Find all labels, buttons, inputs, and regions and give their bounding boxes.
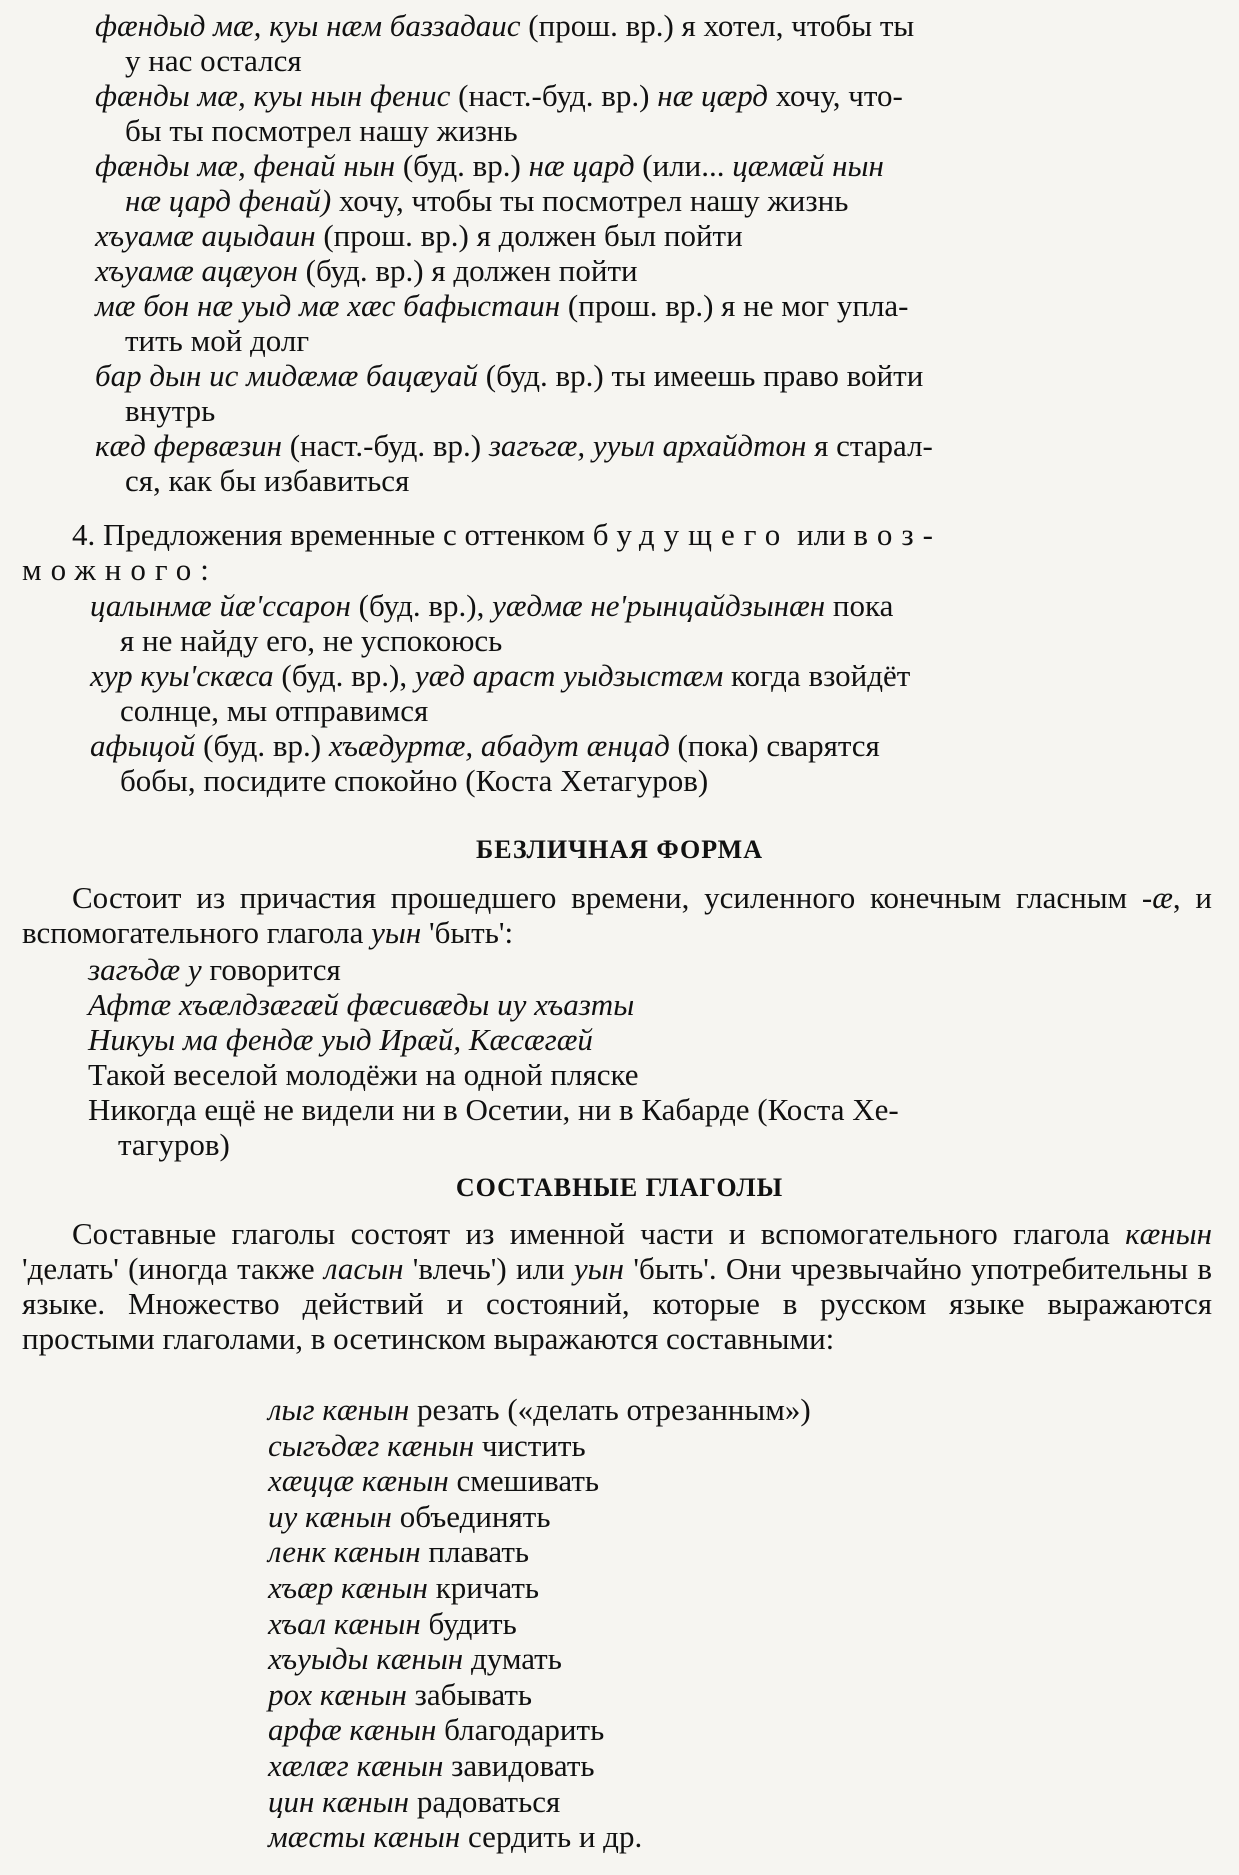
- translation: (прош. вр.) я должен был пойти: [315, 218, 743, 253]
- example-entry: [95, 358, 1210, 428]
- example-entry: [95, 428, 1210, 498]
- translation-cont: внутрь: [125, 393, 216, 428]
- section-heading-compound: СОСТАВНЫЕ ГЛАГОЛЫ: [455, 1173, 784, 1202]
- point-text: :: [200, 552, 209, 587]
- example-entry: [95, 253, 1210, 288]
- para-text: 'делать' (иногда также: [22, 1251, 324, 1286]
- example-entry: [90, 658, 1210, 728]
- translation-cont: ся, как бы избавиться: [125, 463, 410, 498]
- ossetian-phrase: уæд араст уыдзыстæм: [414, 658, 724, 693]
- emphasized-word: можного: [22, 552, 201, 587]
- ossetian-phrase: цалынмæ йæ'ссарон: [90, 588, 351, 623]
- point-text: или: [789, 517, 854, 552]
- poem-line: Афтæ хъæлдзæгæй фæсивæды иу хъазты: [88, 987, 635, 1022]
- list-item: [268, 1606, 811, 1642]
- emphasized-word: будущего: [592, 517, 790, 552]
- ossetian-phrase: хур куы'скæса: [90, 658, 274, 693]
- translation-cont: я не найду его, не успокоюсь: [120, 623, 503, 658]
- poem-translation-line: тагуров): [118, 1127, 230, 1162]
- translation-cont: тить мой долг: [125, 323, 310, 358]
- example-block-a: [95, 8, 1210, 498]
- translation: (прош. вр.) я не мог упла-: [560, 288, 909, 323]
- translation: (буд. вр.) я должен пойти: [297, 253, 638, 288]
- ossetian-verb: сыгъдæг кæнын: [268, 1427, 475, 1463]
- translation: (буд. вр.),: [273, 658, 415, 693]
- translation: (буд. вр.) ты имеешь право войти: [478, 358, 924, 393]
- ossetian-phrase: уæдмæ не'рынцайдзынæн: [492, 588, 826, 623]
- russian-verb: объединять: [391, 1498, 551, 1534]
- ossetian-verb: хъал кæнын: [268, 1605, 421, 1641]
- poem-translation-line: Никогда ещё не видели ни в Осетии, ни в Кабарде (Коста Хе-: [88, 1092, 899, 1127]
- translation-cont: солнце, мы отправимся: [120, 693, 429, 728]
- list-item: [268, 1677, 811, 1713]
- translation: (пока) сварятся: [669, 728, 880, 763]
- para-italic: уын: [371, 915, 422, 950]
- ossetian-phrase: нæ цæрд: [657, 78, 768, 113]
- ossetian-verb: лыг кæнын: [268, 1392, 410, 1427]
- emphasized-word: воз-: [853, 517, 942, 552]
- ossetian-phrase: фæнды мæ, фенай нын: [95, 148, 396, 183]
- para-text: 'быть':: [421, 915, 514, 950]
- ossetian-verb: хæццæ кæнын: [268, 1463, 449, 1499]
- translation: (буд. вр.),: [350, 588, 493, 623]
- ossetian-phrase: фæндыд мæ, куы нæм баззадаис: [95, 8, 521, 43]
- list-item: [268, 1641, 811, 1677]
- translation: (или...: [634, 148, 733, 183]
- list-item: [268, 1392, 811, 1428]
- section-heading-impersonal: БЕЗЛИЧНАЯ ФОРМА: [476, 835, 763, 864]
- translation-cont: бы ты посмотрел нашу жизнь: [125, 113, 518, 148]
- example-entry: [95, 78, 1210, 148]
- ossetian-phrase: цæмæй нын: [732, 148, 884, 183]
- para-italic: æ: [1152, 880, 1173, 915]
- ossetian-verb: хъуыды кæнын: [268, 1641, 464, 1677]
- russian-verb: думать: [463, 1641, 562, 1677]
- ossetian-phrase: загъгæ, ууыл архайдтон: [488, 428, 807, 463]
- para-text: Состоит из причастия прошедшего времени, усиленного конечным гласным -: [72, 880, 1153, 915]
- translation: хочу, что-: [767, 78, 903, 113]
- section-point-4: [22, 517, 1212, 587]
- ossetian-phrase: нæ цард фенай): [125, 183, 332, 218]
- translation: (наст.-буд. вр.): [450, 78, 658, 113]
- example-entry: [95, 288, 1210, 358]
- list-item: [268, 1748, 811, 1784]
- ossetian-phrase: нæ цард: [528, 148, 635, 183]
- russian-verb: будить: [420, 1605, 517, 1641]
- list-item: [268, 1570, 811, 1606]
- list-item: [268, 1428, 811, 1464]
- poem-translation-line: Такой веселой молодёжи на одной пляске: [88, 1057, 639, 1092]
- para-text: 'влечь') или: [403, 1251, 574, 1286]
- translation: пока: [825, 588, 894, 623]
- ossetian-phrase: хъуамæ ацыдаин: [95, 218, 316, 253]
- translation: (прош. вр.) я хотел, чтобы ты: [520, 8, 915, 43]
- para-text: , и вспомогательного глагола: [22, 880, 1212, 950]
- translation: хочу, чтобы ты посмотрел нашу жизнь: [331, 183, 849, 218]
- ossetian-verb: цин кæнын: [268, 1783, 410, 1819]
- russian-verb: завидовать: [443, 1747, 595, 1783]
- russian-verb: смешивать: [448, 1463, 600, 1499]
- russian-verb: плавать: [420, 1534, 530, 1570]
- russian-verb: резать («делать отрезанным»): [409, 1392, 811, 1427]
- para-italic: уын: [573, 1251, 625, 1286]
- ossetian-phrase: бар дын ис мидæмæ бацæуай: [95, 358, 479, 393]
- ossetian-phrase: хъуамæ ацæуон: [95, 253, 298, 288]
- ossetian-phrase: афыцой: [90, 728, 196, 763]
- russian-verb: забывать: [406, 1676, 533, 1712]
- paragraph-impersonal: [22, 880, 1212, 950]
- translation-cont: бобы, посидите спокойно (Коста Хетагуров): [120, 763, 709, 798]
- example-entry: [95, 148, 1210, 218]
- paragraph-compound: [22, 1216, 1212, 1356]
- translation-cont: у нас остался: [125, 43, 302, 78]
- example-block-b: [90, 588, 1210, 798]
- ossetian-phrase: мæ бон нæ уыд мæ хæс бафыстаин: [95, 288, 561, 323]
- list-item: [268, 1463, 811, 1499]
- para-text: Составные глаголы состоят из именной части и вспомогательного глагола: [72, 1216, 1126, 1251]
- ossetian-verb: рох кæнын: [268, 1676, 407, 1712]
- ossetian-phrase: загъдæ у: [88, 952, 202, 987]
- list-item: [268, 1819, 811, 1855]
- compound-verb-list: [268, 1392, 811, 1855]
- ossetian-verb: арфæ кæнын: [268, 1712, 437, 1748]
- ossetian-phrase: кæд фервæзин: [95, 428, 282, 463]
- ossetian-verb: иу кæнын: [268, 1498, 392, 1534]
- russian-verb: чистить: [474, 1427, 586, 1463]
- poem-line: Никуы ма фендæ уыд Ирæй, Кæсæгæй: [88, 1022, 593, 1057]
- russian-verb: благодарить: [436, 1712, 605, 1748]
- example-entry: [95, 218, 1210, 253]
- ossetian-verb: мæсты кæнын: [268, 1819, 461, 1855]
- para-italic: кæнын: [1125, 1216, 1212, 1251]
- para-text: 'быть'. Они чрезвычайно употребительны в языке. Множество действий и состояний, которые в русском языке выражаются простыми глаголами, в осетинском выражаются составными:: [22, 1251, 1212, 1356]
- russian-verb: радоваться: [409, 1783, 561, 1819]
- example-entry: [90, 728, 1210, 798]
- list-item: [268, 1712, 811, 1748]
- ossetian-phrase: фæнды мæ, куы нын фенис: [95, 78, 451, 113]
- ossetian-verb: хъæр кæнын: [268, 1569, 428, 1605]
- list-item: [268, 1499, 811, 1535]
- translation: когда взойдёт: [723, 658, 911, 693]
- para-italic: ласын: [323, 1251, 404, 1286]
- ossetian-verb: ленк кæнын: [268, 1534, 421, 1570]
- list-item: [268, 1784, 811, 1820]
- example-entry: [90, 588, 1210, 658]
- point-text: 4. Предложения временные с оттенком: [72, 517, 593, 552]
- ossetian-phrase: хъæдуртæ, абадут æнцад: [328, 728, 670, 763]
- translation: (наст.-буд. вр.): [281, 428, 489, 463]
- russian-verb: сердить и др.: [460, 1819, 643, 1855]
- russian-verb: кричать: [427, 1569, 540, 1605]
- ossetian-verb: хæлæг кæнын: [268, 1747, 444, 1783]
- translation: (буд. вр.): [195, 728, 329, 763]
- translation: говорится: [201, 952, 341, 987]
- example-entry: [95, 8, 1210, 78]
- poem-block: [88, 952, 1213, 1162]
- translation: (буд. вр.): [395, 148, 529, 183]
- translation: я старал-: [806, 428, 933, 463]
- list-item: [268, 1534, 811, 1570]
